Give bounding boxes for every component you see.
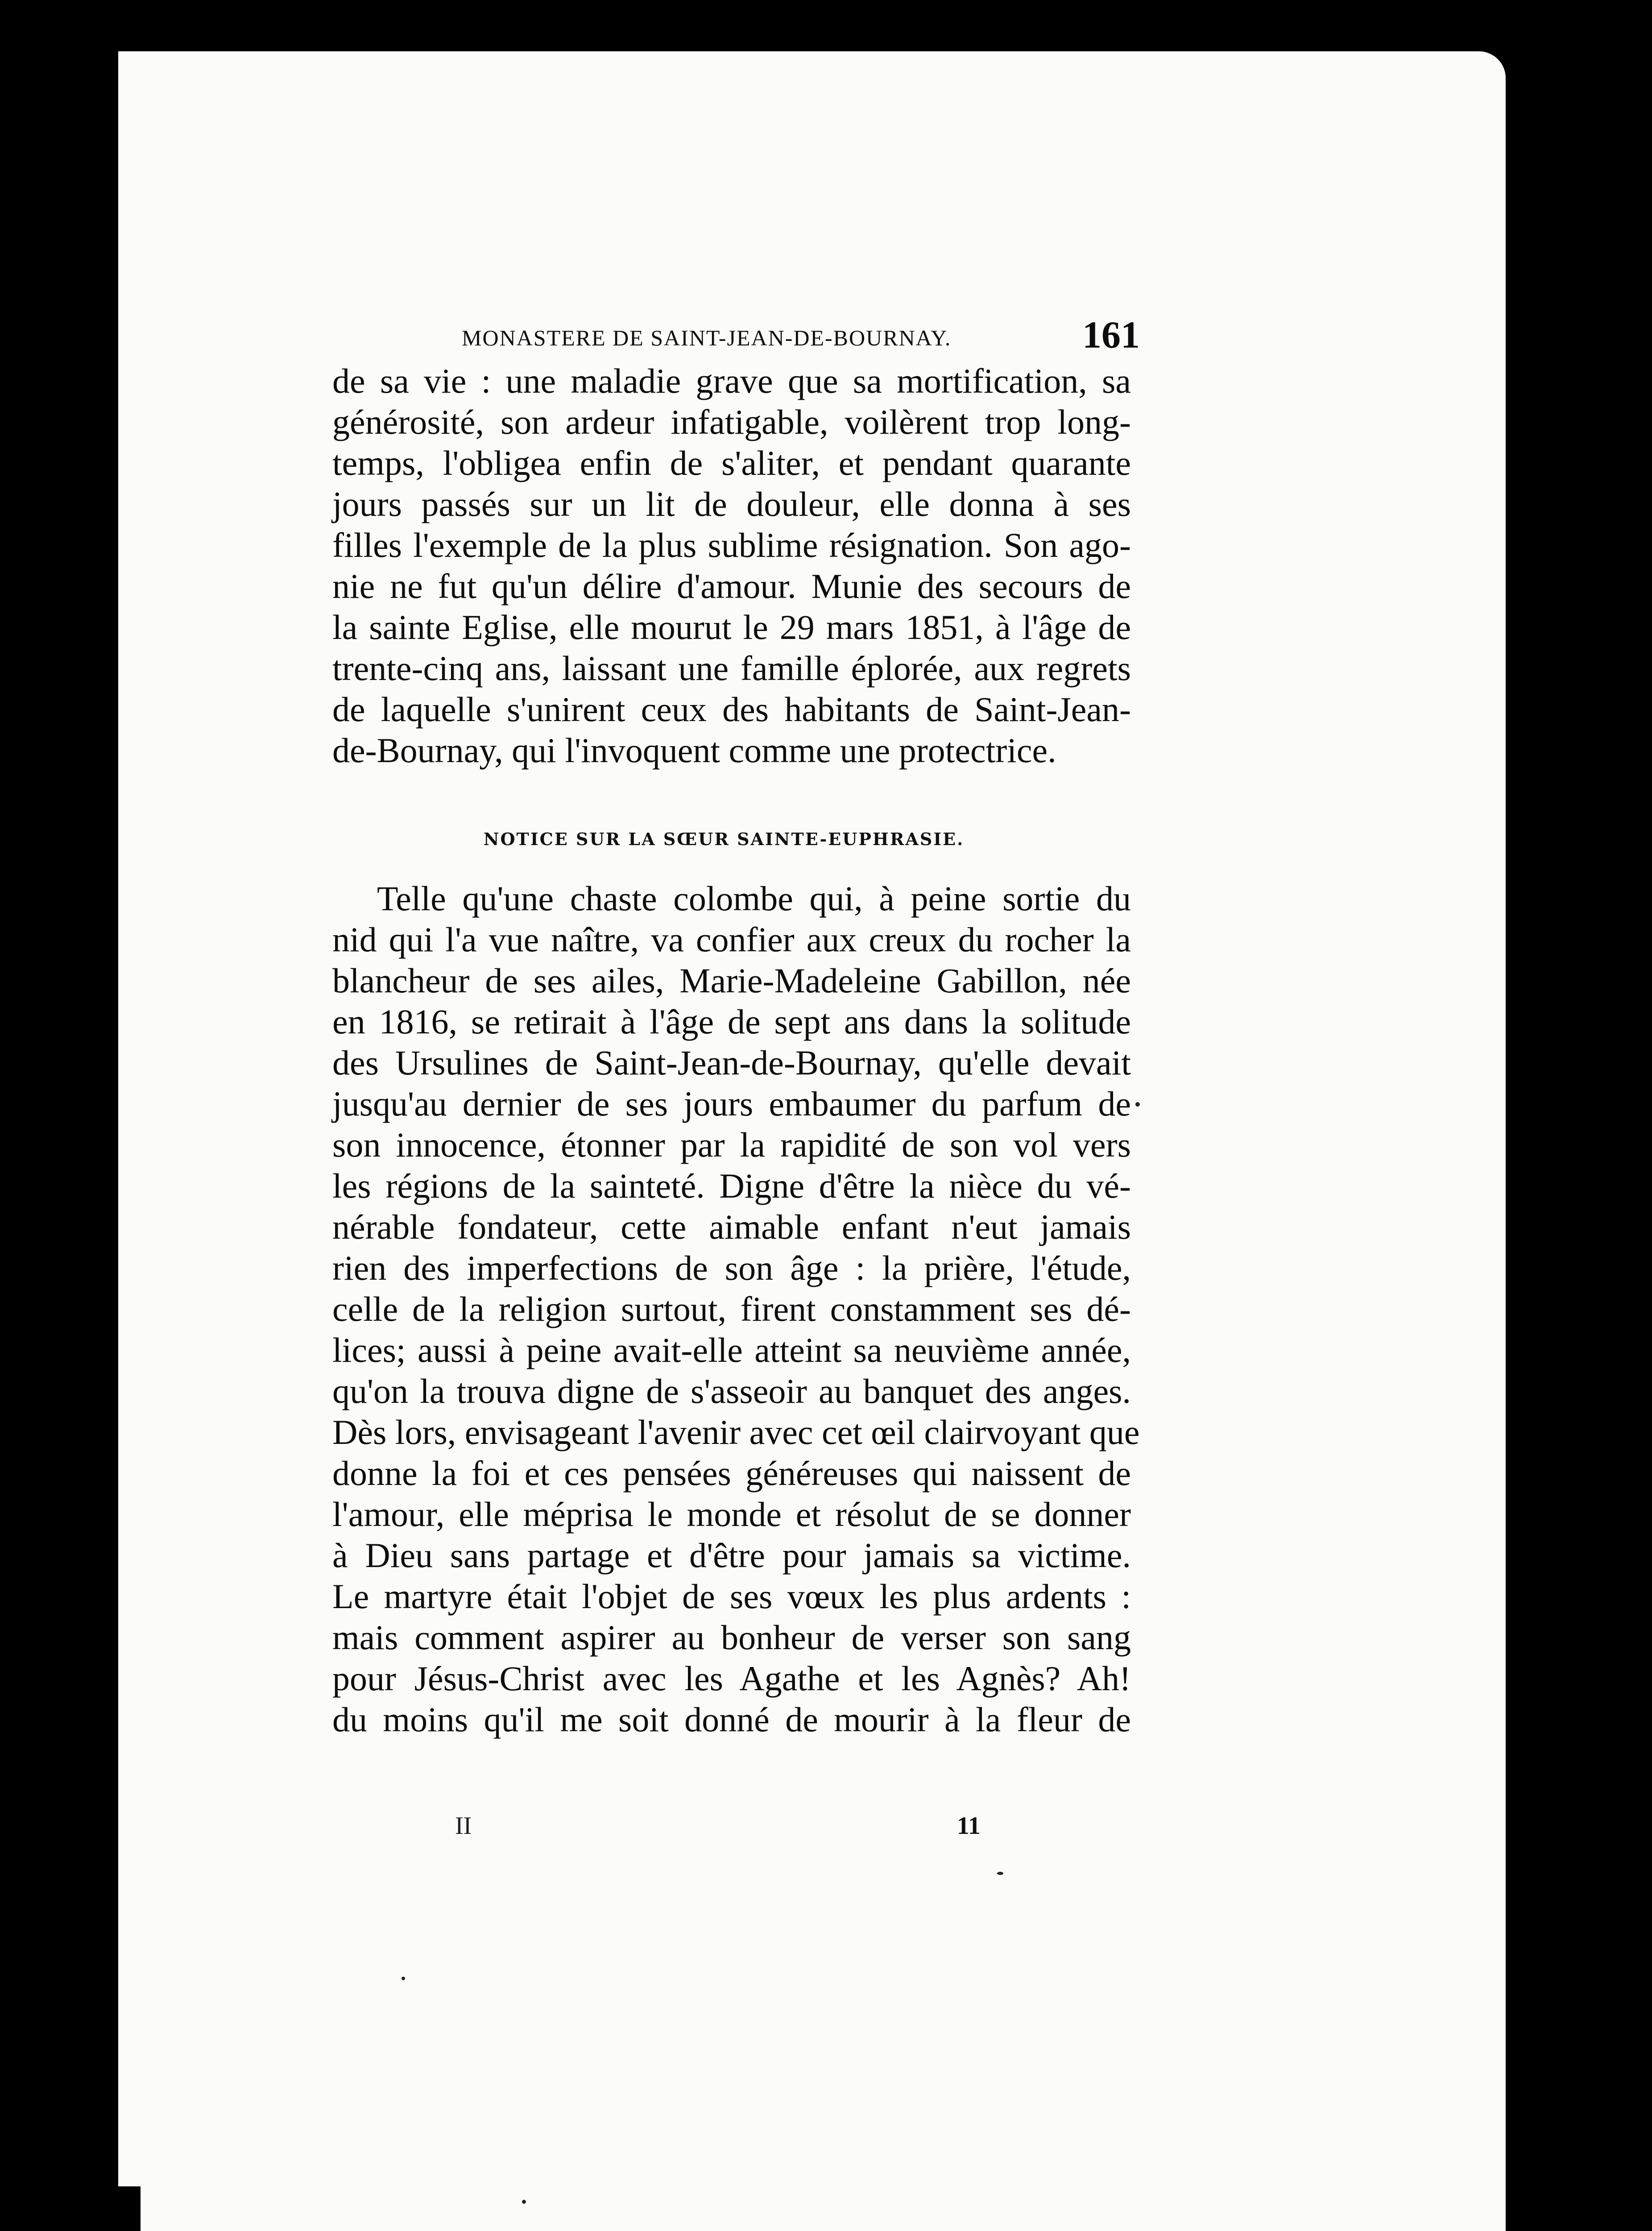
- text-line: temps, l'obligea enfin de s'aliter, et pendant quarante: [332, 444, 1131, 482]
- text-line: trente-cinq ans, laissant une famille éplorée, aux regrets: [332, 649, 1131, 688]
- text-line: filles l'exemple de la plus sublime résignation. Son ago-: [332, 526, 1131, 564]
- text-line: la sainte Eglise, elle mourut le 29 mars 1851, à l'âge de: [332, 608, 1131, 647]
- page-number: 161: [1082, 313, 1140, 356]
- text-line: donne la foi et ces pensées généreuses qui naissent de: [332, 1454, 1131, 1493]
- text-line: Telle qu'une chaste colombe qui, à peine sortie du: [377, 879, 1131, 918]
- text-line: nérable fondateur, cette aimable enfant n'eut jamais: [332, 1207, 1131, 1246]
- text-line: lices; aussi à peine avait-elle atteint sa neuvième année,: [332, 1331, 1131, 1369]
- text-line: des Ursulines de Saint-Jean-de-Bournay, qu'elle devait: [332, 1043, 1131, 1082]
- text-line: qu'on la trouva digne de s'asseoir au banquet des anges.: [332, 1372, 1131, 1410]
- paragraph-2: [332, 878, 1140, 1740]
- section-heading: NOTICE SUR LA SŒUR SAINTE-EUPHRASIE.: [483, 829, 965, 849]
- text-line: de sa vie : une maladie grave que sa mortification, sa: [332, 361, 1131, 400]
- text-line: en 1816, se retirait à l'âge de sept ans dans la solitude: [332, 1002, 1131, 1041]
- ink-speck: [522, 2200, 526, 2204]
- text-line: rien des imperfections de son âge : la prière, l'étude,: [332, 1248, 1131, 1287]
- running-title: MONASTERE DE SAINT-JEAN-DE-BOURNAY.: [462, 325, 952, 350]
- text-line: jusqu'au dernier de ses jours embaumer du parfum de: [332, 1084, 1131, 1123]
- text-line: Le martyre était l'objet de ses vœux les plus ardents :: [332, 1577, 1131, 1616]
- text-line: jours passés sur un lit de douleur, elle donna à ses: [332, 485, 1131, 523]
- text-line: son innocence, étonner par la rapidité de son vol vers: [332, 1125, 1131, 1164]
- text-line: Dès lors, envisageant l'avenir avec cet œil clairvoyant que: [332, 1413, 1140, 1451]
- text-line: de laquelle s'unirent ceux des habitants de Saint-Jean-: [332, 690, 1131, 729]
- page-header: [462, 312, 1140, 357]
- ink-speck: [402, 1977, 405, 1980]
- text-line: du moins qu'il me soit donné de mourir à la fleur de: [332, 1700, 1131, 1739]
- binding-edge: [114, 51, 118, 2231]
- ink-speck: [1135, 1102, 1140, 1107]
- signature-mark-right: 11: [957, 1812, 981, 1840]
- text-line: pour Jésus-Christ avec les Agathe et les Agnès? Ah!: [332, 1659, 1131, 1698]
- text-line: celle de la religion surtout, firent constamment ses dé-: [332, 1290, 1131, 1328]
- text-line: nid qui l'a vue naître, va confier aux creux du rocher la: [332, 920, 1131, 959]
- paragraph-1: [332, 361, 1131, 771]
- signature-mark-left: II: [455, 1812, 472, 1840]
- text-line: à Dieu sans partage et d'être pour jamais sa victime.: [332, 1536, 1131, 1575]
- text-line: l'amour, elle méprisa le monde et résolut de se donner: [332, 1495, 1131, 1534]
- ink-speck: [997, 1872, 1003, 1875]
- text-line: mais comment aspirer au bonheur de verser son sang: [332, 1618, 1131, 1657]
- text-line: nie ne fut qu'un délire d'amour. Munie des secours de: [332, 567, 1131, 605]
- text-line: générosité, son ardeur infatigable, voilèrent trop long-: [332, 402, 1131, 441]
- text-line: les régions de la sainteté. Digne d'être la nièce du vé-: [332, 1166, 1131, 1205]
- scan-corner-mark: [114, 2186, 141, 2231]
- text-line: de-Bournay, qui l'invoquent comme une protectrice.: [332, 731, 1056, 770]
- text-line: blancheur de ses ailes, Marie-Madeleine Gabillon, née: [332, 961, 1131, 1000]
